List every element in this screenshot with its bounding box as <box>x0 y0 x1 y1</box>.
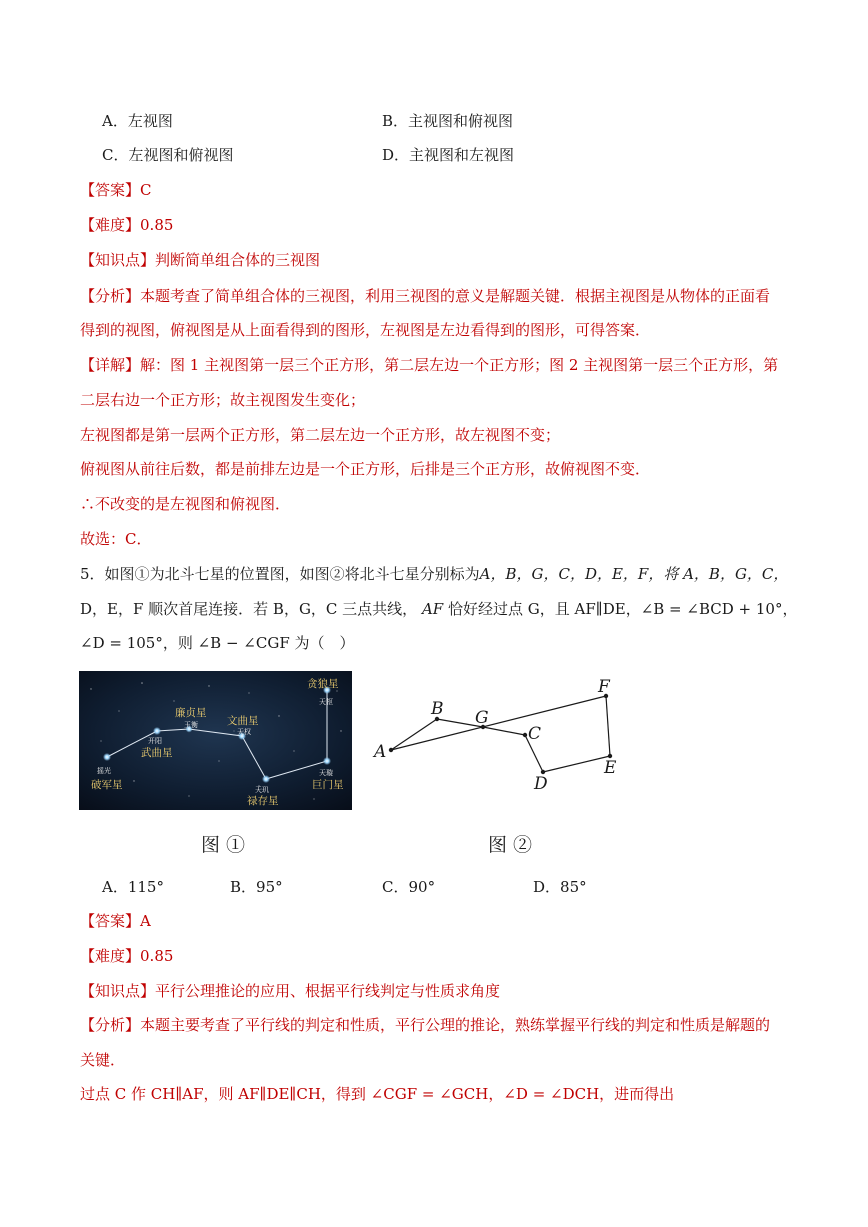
star-name-7: 贪狼星 <box>307 678 339 690</box>
q4-option-d: D．主视图和左视图 <box>382 146 515 164</box>
q4-detail-line5: ∴不改变的是左视图和俯视图． <box>80 495 291 513</box>
q4-option-a: A．左视图 <box>102 112 173 130</box>
big-dipper-photo <box>79 671 352 810</box>
label-d: D <box>534 774 548 794</box>
stem-text: 如图 <box>104 565 135 583</box>
figure1-caption: 图 ① <box>201 834 246 856</box>
q4-detail-line2: 二层右边一个正方形；故主视图发生变化； <box>80 391 366 409</box>
q5-option-c: C．90° <box>382 878 436 896</box>
label-a: A <box>374 742 387 762</box>
q5-knowledge <box>80 981 500 1001</box>
star-name-5: 禄存星 <box>247 795 279 807</box>
polygon-edges <box>391 696 610 772</box>
q4-difficulty <box>80 215 173 235</box>
q5-stem-line2 <box>80 599 797 619</box>
label-c: C <box>528 724 542 744</box>
star-sub-4: 天权 <box>237 728 251 736</box>
q4-detail <box>80 355 778 375</box>
polygon-vertices <box>389 694 612 774</box>
q5-analysis-line3: 过点 C 作 CH∥AF，则 AF∥DE∥CH，得到 ∠CGF = ∠GCH，∠D = ∠DCH，进而得出 <box>80 1085 675 1103</box>
star-sub-5: 天玑 <box>255 786 269 794</box>
question-number: 5． <box>80 565 105 583</box>
analysis-label: 【分析】 <box>80 1016 141 1034</box>
stem-text: 将北斗七星分别标为 <box>344 565 480 583</box>
analysis-label: 【分析】 <box>80 287 141 305</box>
star-name-2: 武曲星 <box>141 747 173 759</box>
star-name-1: 破军星 <box>91 779 123 791</box>
q4-detail-line4: 俯视图从前往后数，都是前排左边是一个正方形，后排是三个正方形，故俯视图不变． <box>80 460 651 478</box>
q4-analysis <box>80 286 770 306</box>
q4-answer <box>80 180 152 200</box>
star-sub-3: 玉衡 <box>184 721 198 729</box>
q4-knowledge <box>80 250 320 270</box>
q4-option-c: C．左视图和俯视图 <box>102 146 234 164</box>
label-b: B <box>431 699 444 719</box>
circled-number: ② <box>329 565 345 583</box>
knowledge-value: 判断简单组合体的三视图 <box>155 251 321 269</box>
stem-text: D，E，F 顺次首尾连接．若 B，G，C 三点共线， <box>80 600 418 618</box>
analysis-text: 本题考查了简单组合体的三视图，利用三视图的意义是解题关键．根据主视图是从物体的正面看 <box>140 287 771 305</box>
q5-difficulty <box>80 946 173 966</box>
star-name-6: 巨门星 <box>312 779 344 791</box>
label-f: F <box>598 677 610 697</box>
analysis-text: 本题主要考查了平行线的判定和性质，平行公理的推论，熟练掌握平行线的判定和性质是解题的 <box>140 1016 771 1034</box>
q5-answer <box>80 911 151 931</box>
stem-text: 恰好经过点 G，且 <box>448 600 570 618</box>
q5-stem-line3: ∠D = 105°，则 ∠B − ∠CGF 为（ ） <box>80 634 355 652</box>
q4-analysis-line2: 得到的视图，俯视图是从上面看得到的图形，左视图是左边看得到的图形，可得答案． <box>80 321 651 339</box>
label-e: E <box>604 758 617 778</box>
knowledge-label: 【知识点】 <box>80 982 156 1000</box>
stem-text: A，B，G，C，D，E，F，将 A，B，G，C， <box>479 565 789 583</box>
q5-stem-line1 <box>80 564 788 584</box>
stem-text: 为北斗七星的位置图，如图 <box>149 565 330 583</box>
star-sub-6: 天璇 <box>319 769 333 777</box>
star-name-4: 文曲星 <box>227 715 259 727</box>
answer-value: A <box>140 912 151 930</box>
star-sub-1: 摇光 <box>97 767 111 775</box>
stem-math: AF <box>421 600 444 618</box>
detail-text: 解：图 1 主视图第一层三个正方形，第二层左边一个正方形；图 2 主视图第一层三个正方形，第 <box>140 356 779 374</box>
answer-label: 【答案】 <box>80 181 141 199</box>
q5-option-d: D．85° <box>533 878 587 896</box>
label-g: G <box>475 708 489 728</box>
q5-analysis-line2: 关键． <box>80 1051 126 1069</box>
difficulty-value: 0.85 <box>140 216 174 234</box>
star-name-3: 廉贞星 <box>175 707 207 719</box>
star-sub-2: 开阳 <box>148 737 162 745</box>
stem-math: AF∥DE，∠B = ∠BCD + 10°， <box>574 600 798 618</box>
q5-option-a: A．115° <box>102 878 164 896</box>
figure2-caption: 图 ② <box>488 834 533 856</box>
detail-label: 【详解】 <box>80 356 141 374</box>
answer-value: C <box>140 181 152 199</box>
geometry-figure <box>372 676 622 796</box>
q5-analysis <box>80 1015 770 1035</box>
circled-number: ① <box>134 565 150 583</box>
q5-option-b: B．95° <box>230 878 283 896</box>
star-sub-7: 天枢 <box>319 698 333 706</box>
difficulty-value: 0.85 <box>140 947 174 965</box>
q4-detail-line6: 故选：C． <box>80 530 152 548</box>
answer-label: 【答案】 <box>80 912 141 930</box>
q4-detail-line3: 左视图都是第一层两个正方形，第二层左边一个正方形，故左视图不变； <box>80 426 561 444</box>
difficulty-label: 【难度】 <box>80 216 141 234</box>
knowledge-value: 平行公理推论的应用、根据平行线判定与性质求角度 <box>155 982 501 1000</box>
knowledge-label: 【知识点】 <box>80 251 156 269</box>
q4-option-b: B．主视图和俯视图 <box>382 112 514 130</box>
difficulty-label: 【难度】 <box>80 947 141 965</box>
